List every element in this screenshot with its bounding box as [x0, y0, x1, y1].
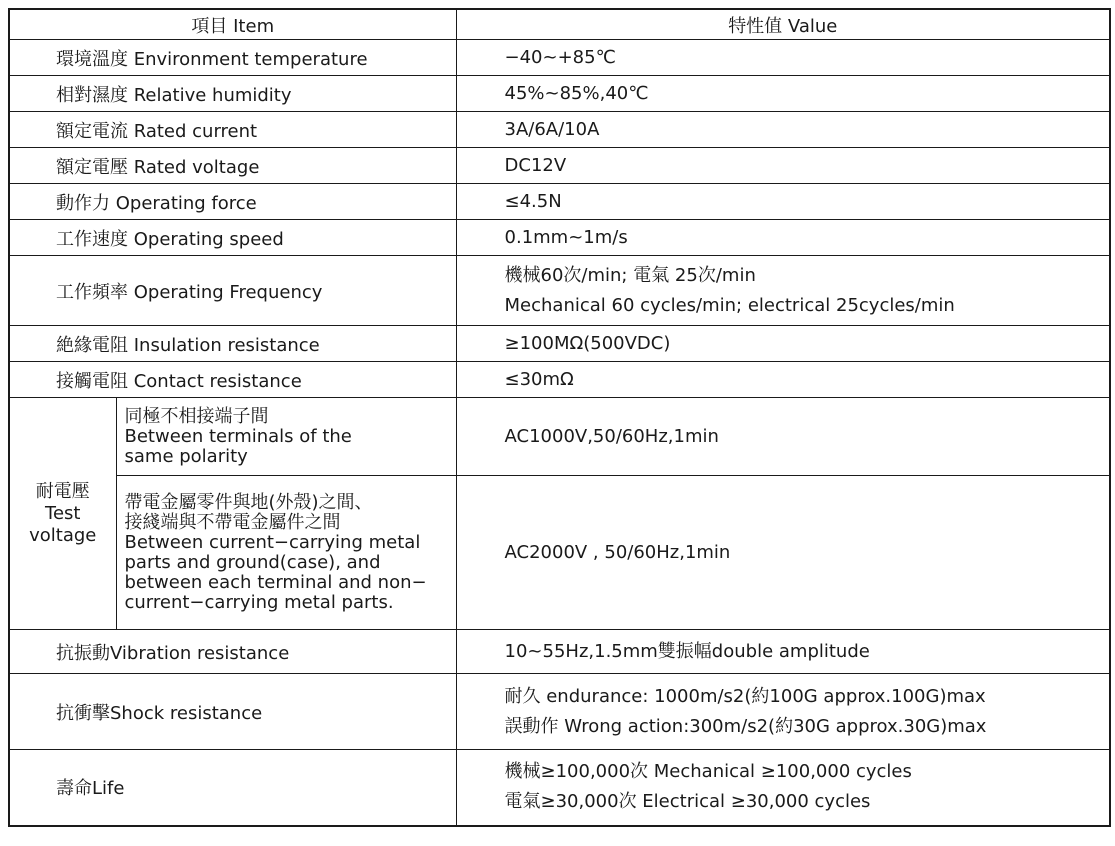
value-line: 機械60次/min; 電氣 25次/min: [504, 264, 756, 286]
sub-label-line: Between terminals of the: [124, 425, 352, 447]
row-value-operating-frequency: [456, 256, 1110, 326]
row-value-environment-temperature: −40~+85℃: [456, 40, 1110, 76]
row-label-relative-humidity: 相對濕度 Relative humidity: [9, 76, 456, 112]
group-label-line: voltage: [29, 524, 97, 546]
header-value: 特性值 Value: [456, 9, 1110, 40]
row-label-rated-voltage: 額定電壓 Rated voltage: [9, 148, 456, 184]
sub-label-line: Between current−carrying metal: [124, 531, 421, 553]
sub-label-line: parts and ground(case), and: [124, 551, 381, 573]
table-row: [9, 148, 1110, 184]
row-label-operating-frequency: 工作頻率 Operating Frequency: [9, 256, 456, 326]
row-label-shock-resistance: 抗衝擊Shock resistance: [9, 674, 456, 750]
table-row: [9, 362, 1110, 398]
value-line: 機械≥100,000次 Mechanical ≥100,000 cycles: [504, 761, 912, 783]
row-label-environment-temperature: 環境溫度 Environment temperature: [9, 40, 456, 76]
table-row: [9, 220, 1110, 256]
row-label-insulation-resistance: 絶緣電阻 Insulation resistance: [9, 326, 456, 362]
row-label-operating-force: 動作力 Operating force: [9, 184, 456, 220]
row-value-vibration-resistance: [456, 630, 1110, 674]
test-voltage-sub-label-ground: [116, 476, 456, 630]
sub-label-line: 同極不相接端子間: [124, 405, 269, 427]
group-label-line: Test: [45, 502, 81, 524]
header-item: 項目 Item: [9, 9, 456, 40]
test-voltage-sub-label-same-polarity: [116, 398, 456, 476]
test-voltage-label: [9, 398, 116, 630]
table-row: [9, 184, 1110, 220]
sub-label-line: same polarity: [124, 445, 248, 467]
value-line: 電氣≥30,000次 Electrical ≥30,000 cycles: [504, 791, 871, 813]
row-value-operating-speed: 0.1mm~1m/s: [456, 220, 1110, 256]
table-row: [9, 750, 1110, 826]
row-value-contact-resistance: ≤30mΩ: [456, 362, 1110, 398]
table-row: [9, 256, 1110, 326]
row-label-operating-speed: 工作速度 Operating speed: [9, 220, 456, 256]
row-value-operating-force: ≤4.5N: [456, 184, 1110, 220]
group-label-line: 耐電壓: [35, 480, 90, 502]
spec-table: [8, 8, 1111, 827]
row-value-relative-humidity: 45%~85%,40℃: [456, 76, 1110, 112]
sub-label-line: current−carrying metal parts.: [124, 591, 394, 613]
sub-label-line: 帶電金屬零件與地(外殼)之間、: [124, 491, 373, 513]
row-label-life: 壽命Life: [9, 750, 456, 826]
table-row: [9, 326, 1110, 362]
test-voltage-value-same-polarity: AC1000V,50/60Hz,1min: [456, 398, 1110, 476]
table-row: [9, 112, 1110, 148]
test-voltage-value-ground: AC2000V , 50/60Hz,1min: [456, 476, 1110, 630]
table-row: [9, 630, 1110, 674]
row-label-rated-current: 額定電流 Rated current: [9, 112, 456, 148]
table-row: [9, 674, 1110, 750]
value-line: 耐久 endurance: 1000m/s2(約100G approx.100G)max: [504, 685, 986, 707]
value-line: Mechanical 60 cycles/min; electrical 25cycles/min: [504, 294, 955, 316]
sub-label-line: between each terminal and non−: [124, 571, 427, 593]
row-value-rated-current: 3A/6A/10A: [456, 112, 1110, 148]
row-value-rated-voltage: DC12V: [456, 148, 1110, 184]
header-row: [9, 9, 1110, 40]
row-value-life: [456, 750, 1110, 826]
sub-label-line: 接綫端與不帶電金屬件之間: [124, 511, 341, 533]
table-row: [9, 40, 1110, 76]
row-value-insulation-resistance: ≥100MΩ(500VDC): [456, 326, 1110, 362]
row-label-contact-resistance: 接觸電阻 Contact resistance: [9, 362, 456, 398]
table-row: [9, 76, 1110, 112]
table-row: [9, 476, 1110, 630]
value-line: 10~55Hz,1.5mm雙振幅double amplitude: [504, 640, 870, 662]
table-row: [9, 398, 1110, 476]
row-value-shock-resistance: [456, 674, 1110, 750]
row-label-vibration-resistance: 抗振動Vibration resistance: [9, 630, 456, 674]
value-line: 誤動作 Wrong action:300m/s2(約30G approx.30G)max: [504, 715, 987, 737]
